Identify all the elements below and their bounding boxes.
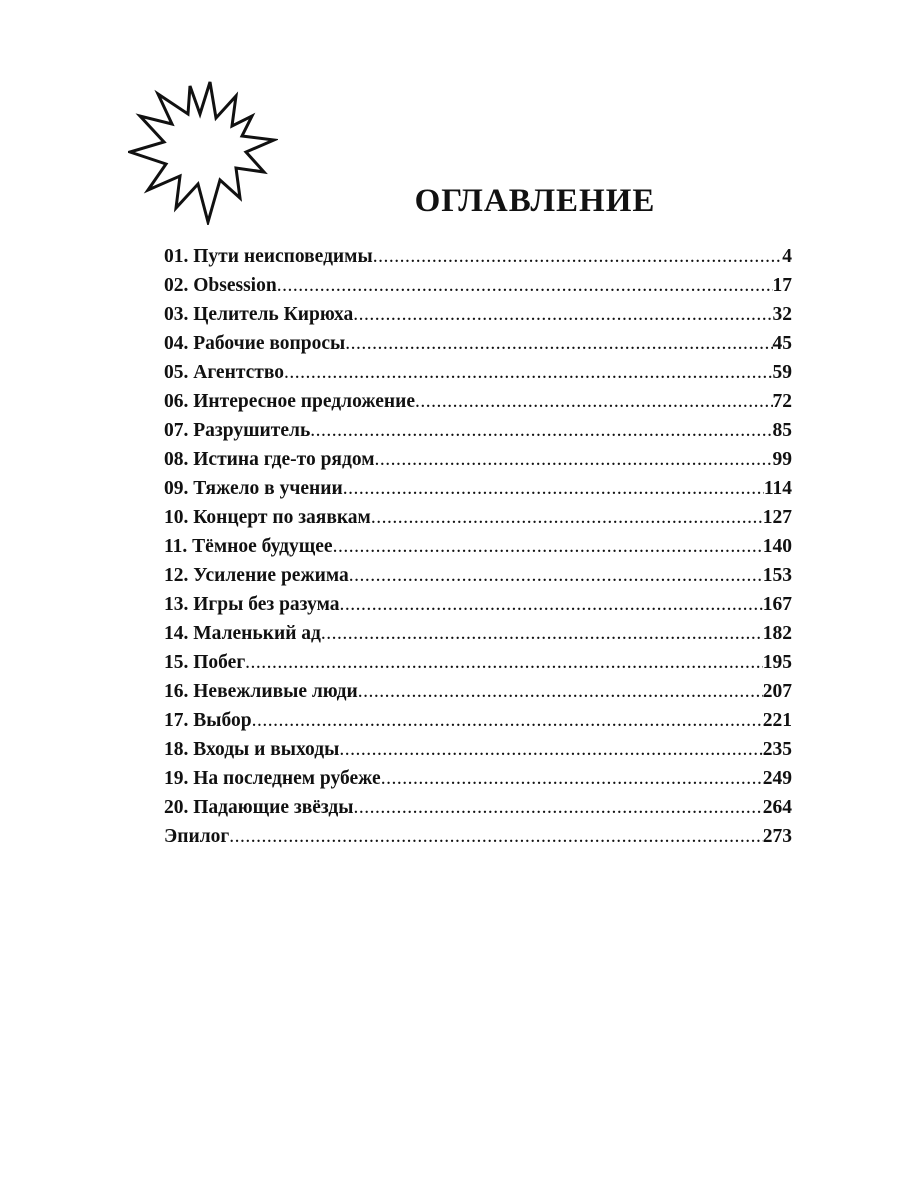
- toc-entry-page: 207: [762, 681, 792, 702]
- toc-entry-page: 99: [772, 449, 792, 470]
- toc-entry[interactable]: [164, 826, 792, 855]
- toc-entry[interactable]: [164, 594, 792, 623]
- dot-leader: [321, 623, 763, 645]
- toc-entry-title: 09. Тяжело в учении: [164, 478, 343, 499]
- toc-entry-title: 11. Тёмное будущее: [164, 536, 333, 557]
- toc-entry-page: 273: [762, 826, 792, 847]
- toc-entry-title: 14. Маленький ад: [164, 623, 321, 644]
- toc-entry[interactable]: [164, 304, 792, 333]
- toc-entry-page: 140: [762, 536, 792, 557]
- toc-entry[interactable]: [164, 652, 792, 681]
- toc-entry-title: 19. На последнем рубеже: [164, 768, 381, 789]
- toc-entry-page: 235: [762, 739, 792, 760]
- toc-entry-title: 06. Интересное предложение: [164, 391, 416, 412]
- toc-entry-title: 10. Концерт по заявкам: [164, 507, 371, 528]
- toc-entry-title: 03. Целитель Кирюха: [164, 304, 354, 325]
- toc-entry-page: 114: [763, 478, 792, 499]
- dot-leader: [340, 594, 763, 616]
- dot-leader: [310, 420, 772, 442]
- toc-entry[interactable]: [164, 333, 792, 362]
- toc-entry-page: 85: [772, 420, 792, 441]
- toc-entry-page: 32: [772, 304, 792, 325]
- toc-entry[interactable]: [164, 710, 792, 739]
- toc-entry-page: 182: [762, 623, 792, 644]
- toc-entry-title: 02. Obsession: [164, 275, 277, 296]
- starburst-icon: [128, 80, 278, 225]
- table-of-contents: [164, 246, 792, 855]
- toc-entry-title: 17. Выбор: [164, 710, 252, 731]
- toc-entry[interactable]: [164, 507, 792, 536]
- dot-leader: [343, 478, 764, 500]
- toc-entry-page: 167: [762, 594, 792, 615]
- dot-leader: [245, 652, 763, 674]
- toc-entry-page: 249: [762, 768, 792, 789]
- toc-entry-page: 59: [772, 362, 792, 383]
- toc-entry-title: 01. Пути неисповедимы: [164, 246, 373, 267]
- dot-leader: [371, 507, 763, 529]
- toc-entry-title: 20. Падающие звёзды: [164, 797, 354, 818]
- toc-entry-page: 72: [772, 391, 792, 412]
- dot-leader: [284, 362, 772, 384]
- toc-entry[interactable]: [164, 739, 792, 768]
- dot-leader: [415, 391, 772, 413]
- toc-entry[interactable]: [164, 420, 792, 449]
- toc-entry-title: Эпилог: [164, 826, 230, 847]
- toc-entry[interactable]: [164, 391, 792, 420]
- toc-entry-title: 13. Игры без разума: [164, 594, 340, 615]
- dot-leader: [333, 536, 763, 558]
- dot-leader: [353, 304, 772, 326]
- dot-leader: [339, 739, 762, 761]
- page-title: ОГЛАВЛЕНИЕ: [414, 183, 656, 219]
- toc-entry[interactable]: [164, 681, 792, 710]
- toc-entry[interactable]: [164, 536, 792, 565]
- toc-entry[interactable]: [164, 449, 792, 478]
- dot-leader: [381, 768, 763, 790]
- dot-leader: [349, 565, 763, 587]
- dot-leader: [229, 826, 763, 848]
- toc-entry[interactable]: [164, 246, 792, 275]
- toc-entry-title: 08. Истина где-то рядом: [164, 449, 375, 470]
- dot-leader: [277, 275, 773, 297]
- toc-entry-page: 221: [762, 710, 792, 731]
- toc-entry-title: 05. Агентство: [164, 362, 285, 383]
- toc-entry[interactable]: [164, 478, 792, 507]
- toc-entry-page: 264: [762, 797, 792, 818]
- toc-entry-title: 07. Разрушитель: [164, 420, 311, 441]
- toc-entry-page: 127: [762, 507, 792, 528]
- toc-entry-page: 195: [762, 652, 792, 673]
- toc-entry-page: 153: [762, 565, 792, 586]
- toc-entry[interactable]: [164, 768, 792, 797]
- toc-entry-page: 17: [772, 275, 792, 296]
- toc-entry-page: 45: [772, 333, 792, 354]
- dot-leader: [354, 797, 763, 819]
- toc-entry[interactable]: [164, 797, 792, 826]
- toc-entry-title: 12. Усиление режима: [164, 565, 349, 586]
- toc-entry[interactable]: [164, 362, 792, 391]
- dot-leader: [345, 333, 772, 355]
- toc-entry[interactable]: [164, 275, 792, 304]
- toc-entry[interactable]: [164, 623, 792, 652]
- toc-entry-title: 18. Входы и выходы: [164, 739, 340, 760]
- toc-entry[interactable]: [164, 565, 792, 594]
- dot-leader: [373, 246, 783, 268]
- dot-leader: [252, 710, 763, 732]
- dot-leader: [375, 449, 773, 471]
- toc-entry-page: 4: [782, 246, 792, 267]
- toc-entry-title: 16. Невежливые люди: [164, 681, 358, 702]
- dot-leader: [358, 681, 763, 703]
- toc-entry-title: 04. Рабочие вопросы: [164, 333, 346, 354]
- toc-entry-title: 15. Побег: [164, 652, 246, 673]
